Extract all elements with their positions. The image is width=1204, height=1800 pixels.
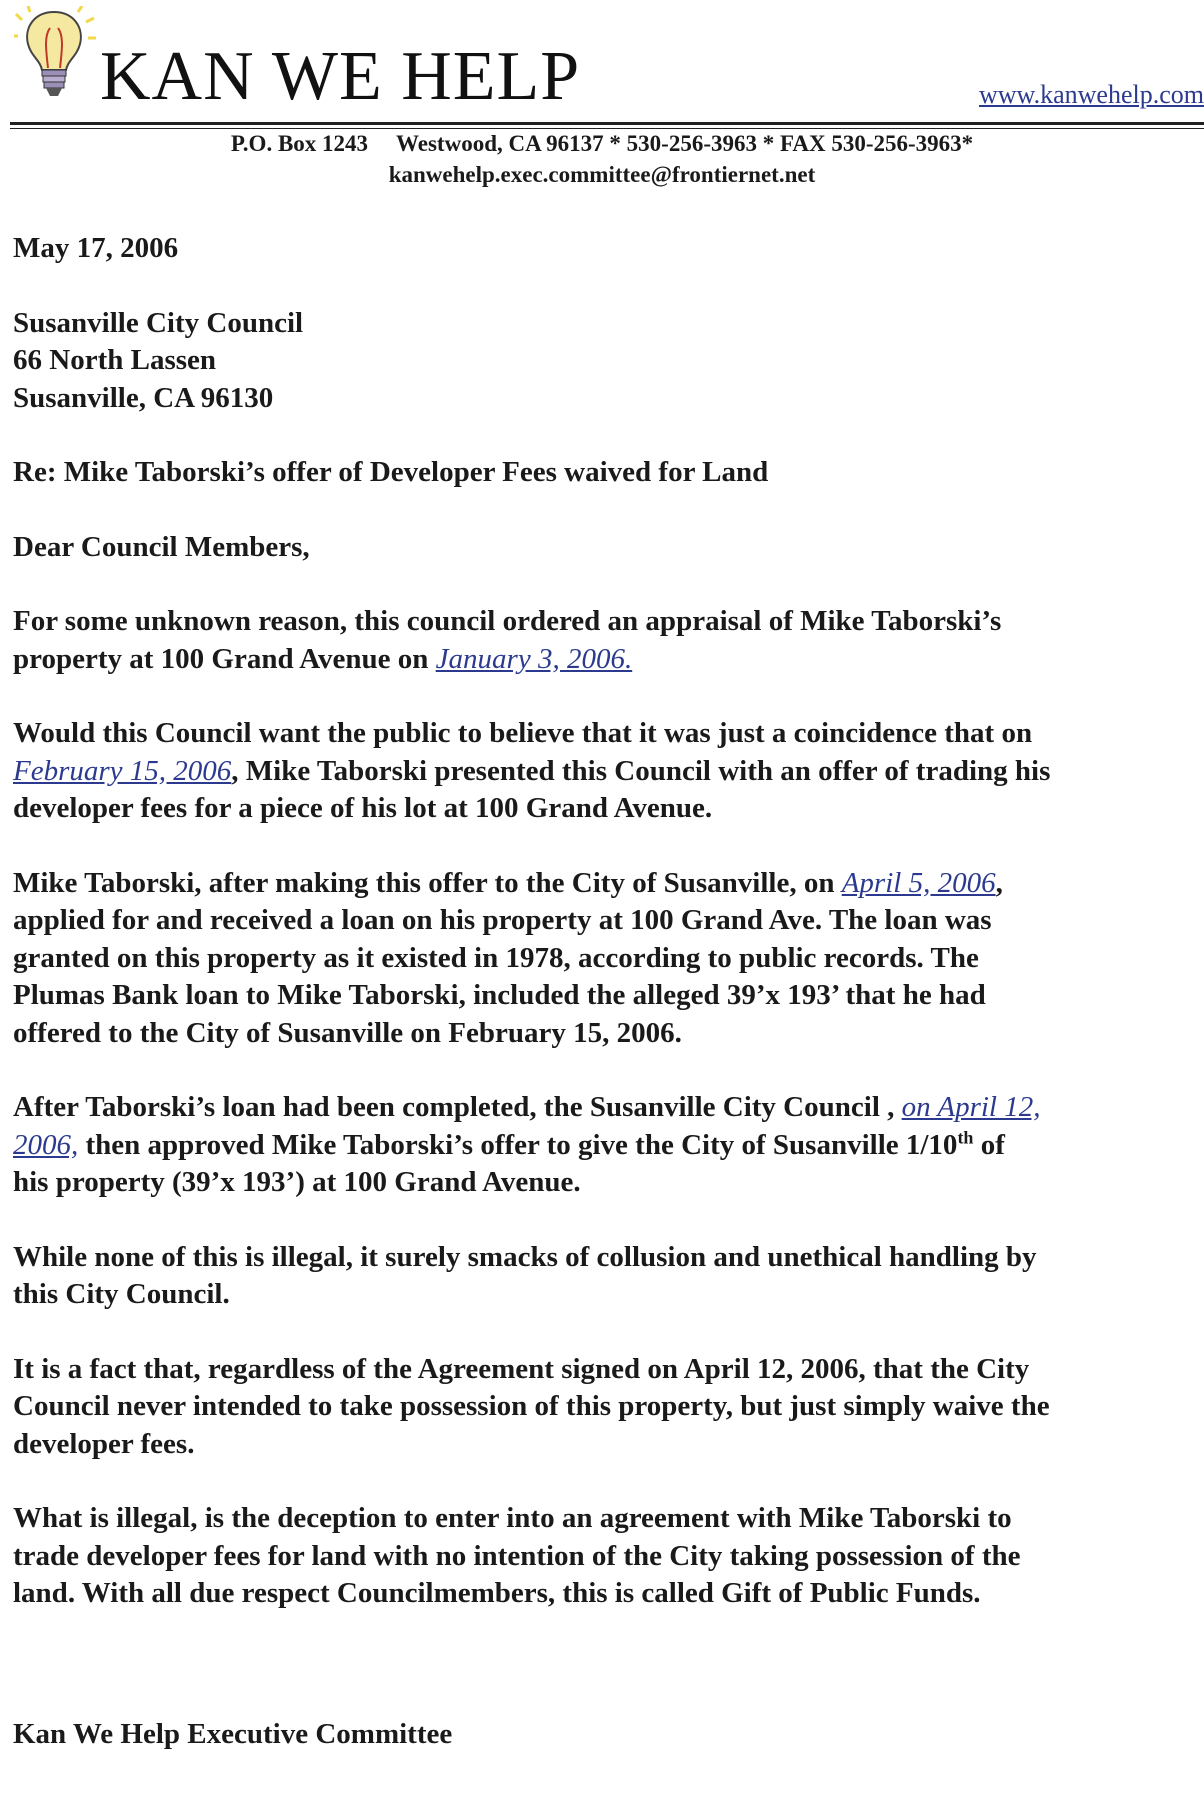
superscript: th xyxy=(957,1126,974,1147)
paragraph-line: applied for and received a loan on his property at 100 Grand Ave. The loan was xyxy=(13,904,992,936)
paragraph-1 xyxy=(13,603,1204,678)
paragraph-line xyxy=(13,753,1204,791)
paragraph-line xyxy=(13,1089,1204,1127)
organization-name: KAN WE HELP xyxy=(100,38,581,115)
paragraph-6 xyxy=(13,1351,1204,1464)
date-link-apr-12-year[interactable]: 2006, xyxy=(13,1128,79,1161)
paragraph-line: granted on this property as it existed in 1978, according to public records. The xyxy=(13,941,979,974)
subject-line: Re: Mike Taborski’s offer of Developer Fees waived for Land xyxy=(13,456,769,488)
header-rule xyxy=(10,122,1204,125)
date-link-apr-5[interactable]: April 5, 2006 xyxy=(841,866,996,899)
paragraph-line: land. With all due respect Councilmembers, this is called Gift of Public Funds. xyxy=(13,1577,981,1609)
paragraph-line: For some unknown reason, this council ordered an appraisal of Mike Taborski’s xyxy=(13,605,1002,637)
paragraph-line: this City Council. xyxy=(13,1278,230,1310)
paragraph-line: While none of this is illegal, it surely smacks of collusion and unethical handling by xyxy=(13,1240,1037,1273)
text-run: , Mike Taborski presented this Council with an offer of trading his xyxy=(231,754,1051,787)
signature: Kan We Help Executive Committee xyxy=(13,1718,453,1750)
paragraph-line: Plumas Bank loan to Mike Taborski, included the alleged 39’x 193’ that he had xyxy=(13,979,986,1011)
city-phone-fax: Westwood, CA 96137 * 530-256-3963 * FAX 530-256-3963* xyxy=(396,131,974,156)
recipient-line-1: Susanville City Council xyxy=(13,306,304,339)
recipient-line-3: Susanville, CA 96130 xyxy=(13,381,274,414)
date-link-apr-12[interactable]: on April 12, xyxy=(901,1091,1041,1123)
paragraph-7 xyxy=(13,1500,1204,1613)
paragraph-line: developer fees. xyxy=(13,1427,195,1460)
text-run: of xyxy=(973,1128,1005,1161)
paragraph-line xyxy=(13,865,1204,903)
paragraph-line xyxy=(13,641,1204,679)
recipient-line-2: 66 North Lassen xyxy=(13,344,217,376)
text-run: , xyxy=(995,866,1003,899)
paragraph-line: offered to the City of Susanville on February 15, 2006. xyxy=(13,1016,682,1049)
paragraph-line: developer fees for a piece of his lot at 100 Grand Avenue. xyxy=(13,792,713,824)
paragraph-2 xyxy=(13,715,1204,828)
salutation: Dear Council Members, xyxy=(13,530,310,563)
date-link-jan-3[interactable]: January 3, 2006. xyxy=(435,642,633,675)
paragraph-line: It is a fact that, regardless of the Agreement signed on April 12, 2006, that the City xyxy=(13,1352,1030,1385)
contact-email: kanwehelp.exec.committee@frontiernet.net xyxy=(388,162,816,187)
text-run: After Taborski’s loan had been completed, the Susanville City Council , xyxy=(13,1091,902,1123)
po-box: P.O. Box 1243 xyxy=(230,131,369,156)
letter-body xyxy=(13,230,1204,1613)
website-link[interactable]: www.kanwehelp.com xyxy=(978,80,1204,109)
paragraph-line: Council never intended to take possession of this property, but just simply waive the xyxy=(13,1390,1050,1422)
lightbulb-icon xyxy=(14,6,96,102)
paragraph-line: trade developer fees for land with no intention of the City taking possession of the xyxy=(13,1539,1021,1572)
paragraph-4 xyxy=(13,1089,1204,1202)
paragraph-line: What is illegal, is the deception to enter into an agreement with Mike Taborski to xyxy=(13,1502,1012,1534)
date-link-feb-15[interactable]: February 15, 2006 xyxy=(13,754,232,787)
text-run: then approved Mike Taborski’s offer to give the City of Susanville 1/10 xyxy=(78,1128,958,1161)
paragraph-5 xyxy=(13,1239,1204,1314)
paragraph-line: his property (39’x 193’) at 100 Grand Avenue. xyxy=(13,1166,581,1198)
text-run: Mike Taborski, after making this offer to the City of Susanville, on xyxy=(13,866,842,899)
paragraph-line xyxy=(13,1127,1204,1165)
text-run: property at 100 Grand Avenue on xyxy=(13,642,436,675)
paragraph-3 xyxy=(13,865,1204,1053)
paragraph-line: Would this Council want the public to believe that it was just a coincidence that on xyxy=(13,717,1033,749)
contact-address-line xyxy=(0,128,1204,159)
letter-date: May 17, 2006 xyxy=(13,232,179,264)
